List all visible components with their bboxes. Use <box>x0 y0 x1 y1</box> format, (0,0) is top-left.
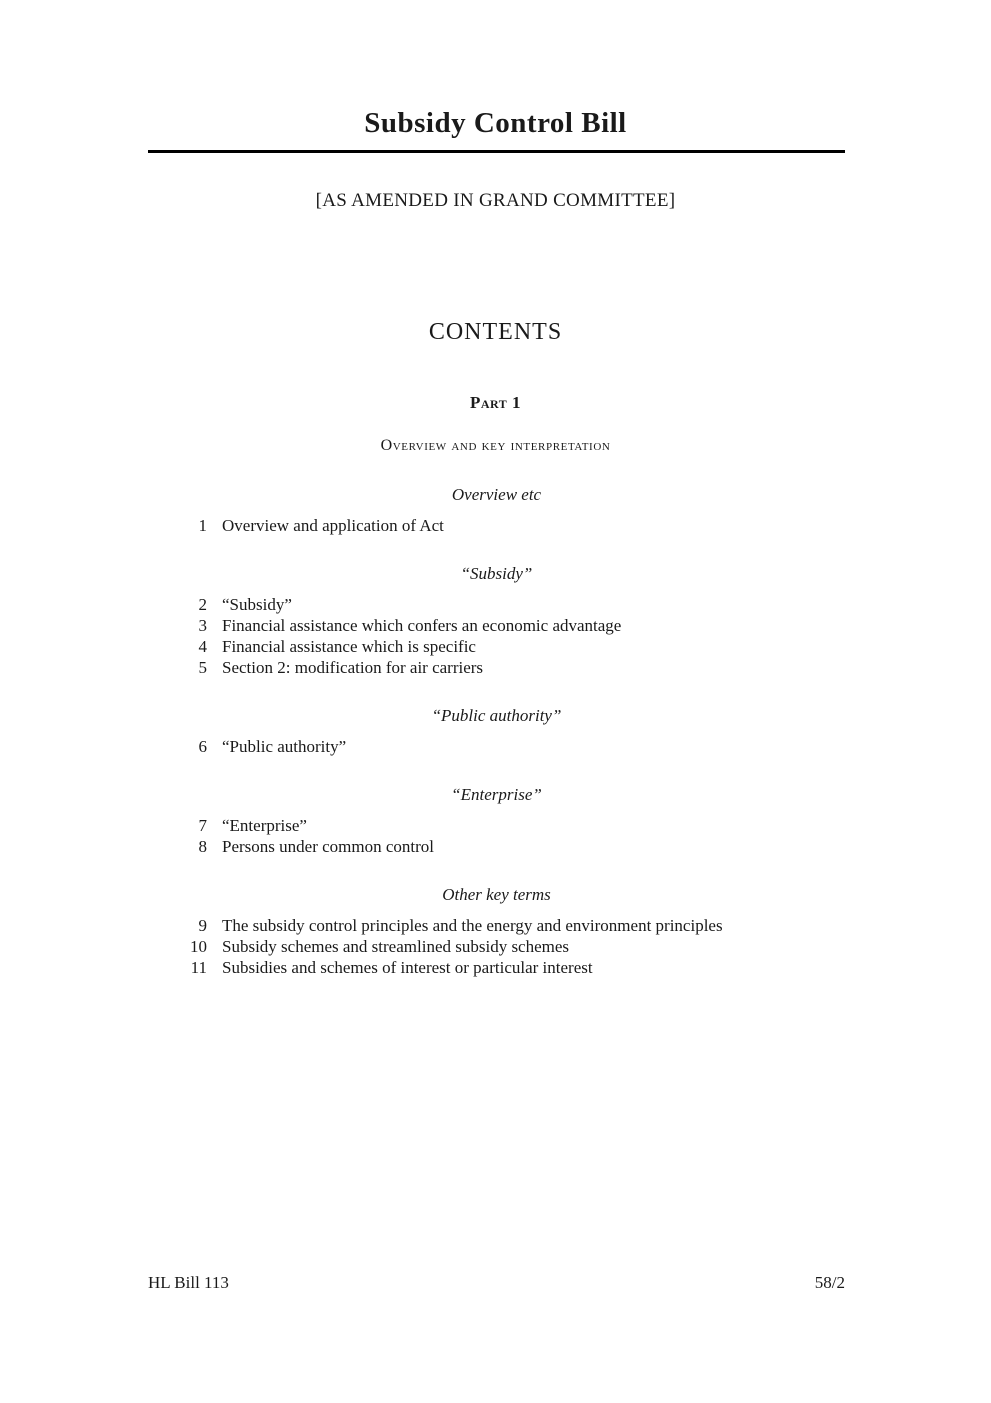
item-number: 8 <box>198 837 207 856</box>
item-number: 10 <box>190 937 207 956</box>
section-heading: Overview etc <box>451 485 542 504</box>
item-text: Overview and application of Act <box>222 516 444 535</box>
section-heading: “Enterprise” <box>451 785 542 804</box>
contents-item <box>148 515 845 536</box>
contents-item <box>148 636 845 657</box>
item-text: Section 2: modification for air carriers <box>222 658 484 677</box>
item-text: Financial assistance which is specific <box>222 637 476 656</box>
item-number: 3 <box>198 616 207 635</box>
title-double-rule <box>148 150 845 153</box>
contents-item <box>148 657 845 678</box>
item-text: Persons under common control <box>222 837 434 856</box>
contents-section <box>148 784 845 857</box>
contents-item <box>148 936 845 957</box>
contents-section <box>148 884 845 978</box>
section-items <box>148 736 845 757</box>
part-label: Part 1 <box>469 393 522 412</box>
item-number: 5 <box>198 658 207 677</box>
section-heading: “Public authority” <box>431 706 562 725</box>
footer-session-number: 58/2 <box>814 1273 845 1292</box>
contents-item <box>148 957 845 978</box>
part-subtitle: Overview and key interpretation <box>380 437 611 454</box>
contents-item <box>148 836 845 857</box>
item-text: Subsidies and schemes of interest or particular interest <box>222 958 593 977</box>
contents-item <box>148 736 845 757</box>
section-items <box>148 594 845 678</box>
item-text: Financial assistance which confers an economic advantage <box>222 616 622 635</box>
contents-heading: CONTENTS <box>428 319 563 345</box>
contents-item <box>148 615 845 636</box>
item-text: “Enterprise” <box>222 816 307 835</box>
page-footer <box>148 1272 845 1294</box>
item-number: 7 <box>198 816 207 835</box>
contents-item <box>148 594 845 615</box>
footer-bill-number: HL Bill 113 <box>148 1273 229 1292</box>
item-text: “Subsidy” <box>222 595 292 614</box>
item-number: 4 <box>198 637 207 656</box>
item-text: The subsidy control principles and the energy and environment principles <box>222 916 723 935</box>
contents-item <box>148 915 845 936</box>
contents-section <box>148 484 845 536</box>
item-text: Subsidy schemes and streamlined subsidy schemes <box>222 937 570 956</box>
item-number: 9 <box>198 916 207 935</box>
section-items <box>148 815 845 857</box>
item-number: 11 <box>190 958 207 977</box>
amendment-note: [AS AMENDED IN GRAND COMMITTEE] <box>315 190 676 211</box>
section-items <box>148 515 845 536</box>
item-text: “Public authority” <box>222 737 347 756</box>
contents-sections <box>148 484 845 978</box>
contents-section <box>148 705 845 757</box>
section-heading: Other key terms <box>442 885 551 904</box>
section-items <box>148 915 845 978</box>
item-number: 6 <box>198 737 207 756</box>
contents-section <box>148 563 845 678</box>
bill-title: Subsidy Control Bill <box>364 107 627 139</box>
section-heading: “Subsidy” <box>460 564 533 583</box>
contents-item <box>148 815 845 836</box>
item-number: 1 <box>198 516 207 535</box>
item-number: 2 <box>198 595 207 614</box>
